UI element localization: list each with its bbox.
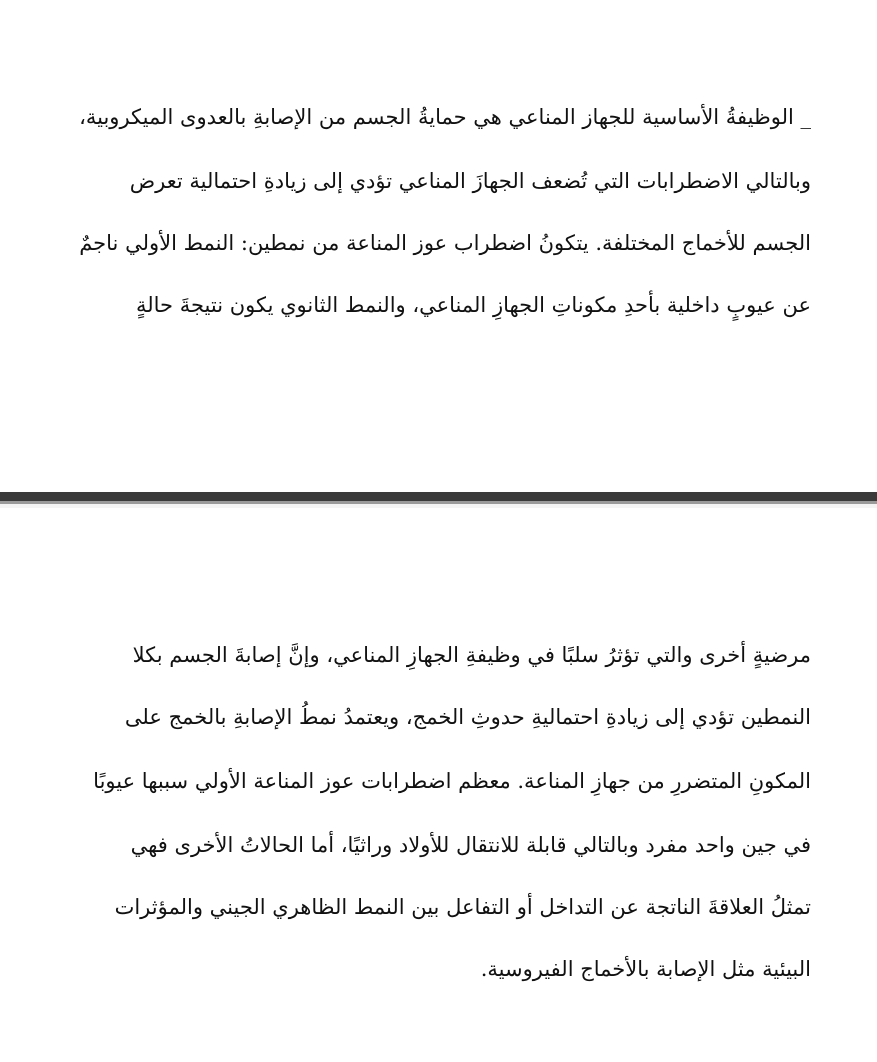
page-separator bbox=[0, 492, 877, 508]
text-line: الجسم للأخماج المختلفة. يتكونُ اضطراب عوز المناعة من نمطين: النمط الأولي ناجمٌ bbox=[79, 231, 811, 255]
text-line: البيئية مثل الإصابة بالأخماج الفيروسية. bbox=[480, 957, 811, 981]
text-line: _ الوظيفةُ الأساسية للجهاز المناعي هي حمايةُ الجسم من الإصابةِ بالعدوى الميكروبية، bbox=[79, 105, 811, 129]
text-line: مرضيةٍ أخرى والتي تؤثرُ سلبًا في وظيفةِ الجهازِ المناعي، وإنَّ إصابةَ الجسم بكلا bbox=[132, 643, 811, 667]
document-page-top bbox=[0, 0, 877, 492]
separator-light-bar bbox=[0, 501, 877, 504]
separator-dark-bar bbox=[0, 492, 877, 501]
text-line: وبالتالي الاضطرابات التي تُضعف الجهازَ المناعي تؤدي إلى زيادةِ احتمالية تعرض bbox=[129, 169, 811, 193]
text-line: المكونِ المتضررِ من جهازِ المناعة. معظم اضطرابات عوز المناعة الأولي سببها عيوبًا bbox=[93, 769, 811, 793]
text-line: النمطين تؤدي إلى زيادةِ احتماليةِ حدوثِ الخمج، ويعتمدُ نمطُ الإصابةِ بالخمج على bbox=[124, 705, 811, 729]
document-page-bottom bbox=[0, 508, 877, 1062]
text-line: في جين واحد مفرد وبالتالي قابلة للانتقال للأولاد وراثيًا، أما الحالاتُ الأخرى فهي bbox=[130, 833, 811, 857]
text-line: تمثلُ العلاقةَ الناتجة عن التداخل أو التفاعل بين النمط الظاهري الجيني والمؤثرات bbox=[114, 895, 811, 919]
text-line: عن عيوبٍ داخلية بأحدِ مكوناتِ الجهازِ المناعي، والنمط الثانوي يكون نتيجةَ حالةٍ bbox=[136, 293, 811, 317]
